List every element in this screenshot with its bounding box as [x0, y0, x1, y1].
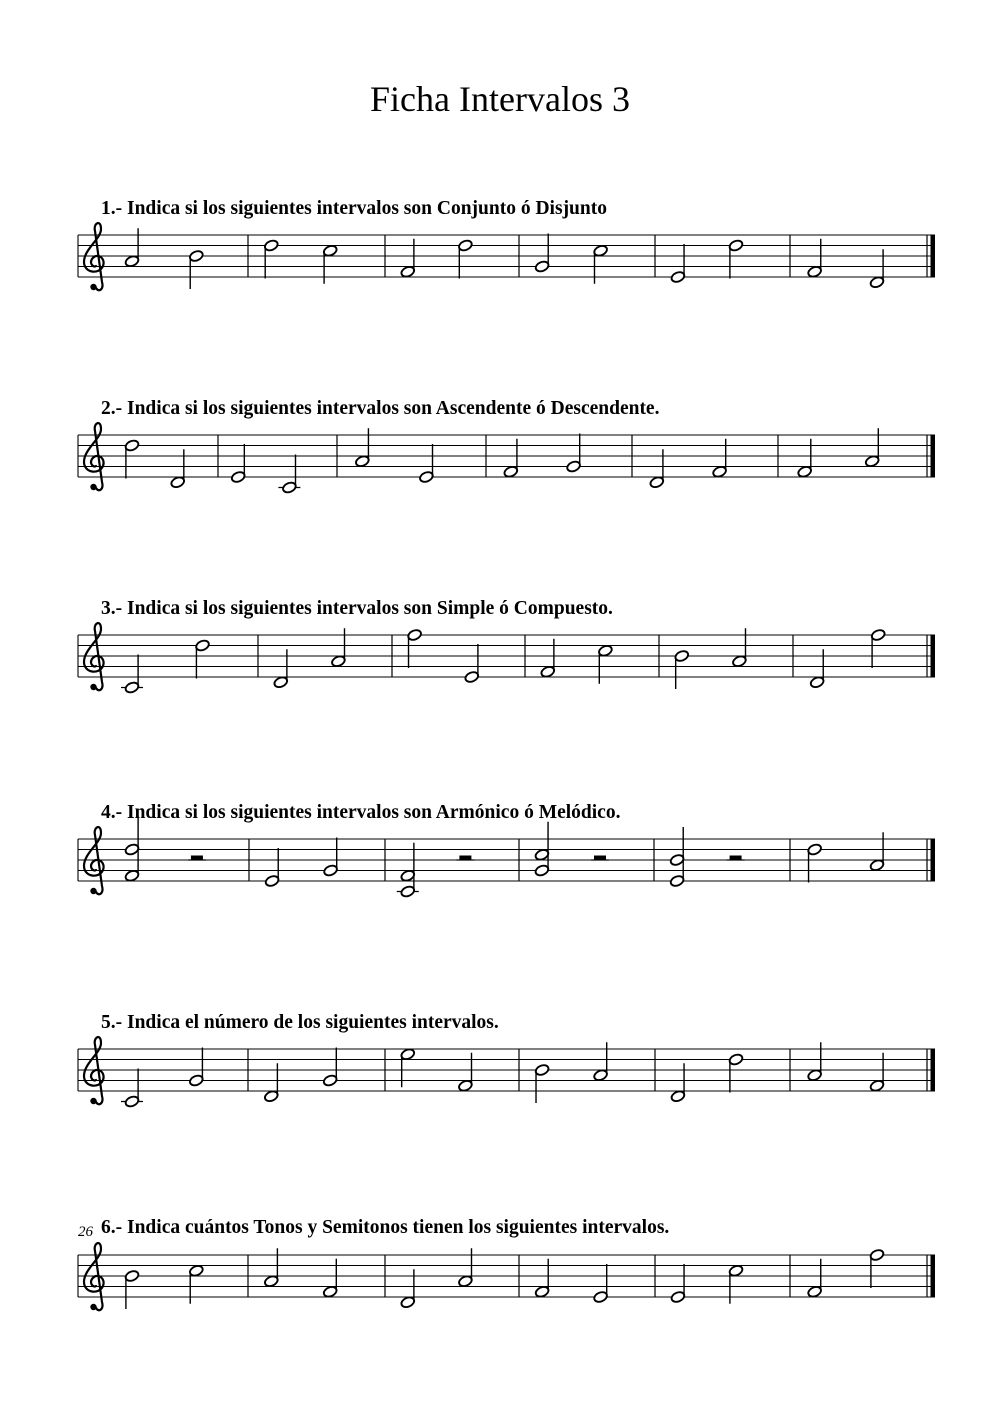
exercise-1-heading: 1.- Indica si los siguientes intervalos son Conjunto ó Disjunto [101, 198, 607, 219]
treble-clef-icon [84, 423, 104, 490]
final-barline-thick [931, 1049, 936, 1091]
exercise-3-heading: 3.- Indica si los siguientes intervalos son Simple ó Compuesto. [101, 598, 613, 619]
half-rest [594, 856, 606, 861]
exercise-1-staff [0, 196, 1000, 316]
clef-tail-dot [90, 484, 96, 490]
half-rest [191, 856, 203, 861]
treble-clef-icon [84, 827, 104, 894]
treble-clef-icon [84, 623, 104, 690]
clef-tail-dot [90, 284, 96, 290]
half-rest [730, 856, 742, 861]
exercise-2-staff [0, 396, 1000, 516]
exercise-4-heading: 4.- Indica si los siguientes intervalos son Armónico ó Melódico. [101, 802, 621, 823]
exercise-3-staff [0, 596, 1000, 716]
clef-tail-dot [90, 684, 96, 690]
final-barline-thick [931, 435, 936, 477]
treble-clef-icon [84, 223, 104, 290]
exercise-6-heading: 6.- Indica cuántos Tonos y Semitonos tienen los siguientes intervalos. [101, 1217, 670, 1238]
treble-clef-icon [84, 1243, 104, 1310]
exercise-6-staff [0, 1216, 1000, 1336]
treble-clef-icon [84, 1037, 104, 1104]
exercise-5-staff [0, 1010, 1000, 1130]
clef-tail-dot [90, 1304, 96, 1310]
clef-tail-dot [90, 1098, 96, 1104]
half-rest [459, 856, 471, 861]
page-number: 26 [78, 1224, 93, 1240]
final-barline-thick [931, 1255, 936, 1297]
clef-tail-dot [90, 888, 96, 894]
exercise-5-heading: 5.- Indica el número de los siguientes intervalos. [101, 1012, 499, 1033]
exercise-4-staff [0, 800, 1000, 920]
final-barline-thick [931, 235, 936, 277]
final-barline-thick [931, 635, 936, 677]
final-barline-thick [931, 839, 936, 881]
page-title: Ficha Intervalos 3 [370, 79, 630, 119]
exercise-2-heading: 2.- Indica si los siguientes intervalos son Ascendente ó Descendente. [101, 398, 660, 419]
